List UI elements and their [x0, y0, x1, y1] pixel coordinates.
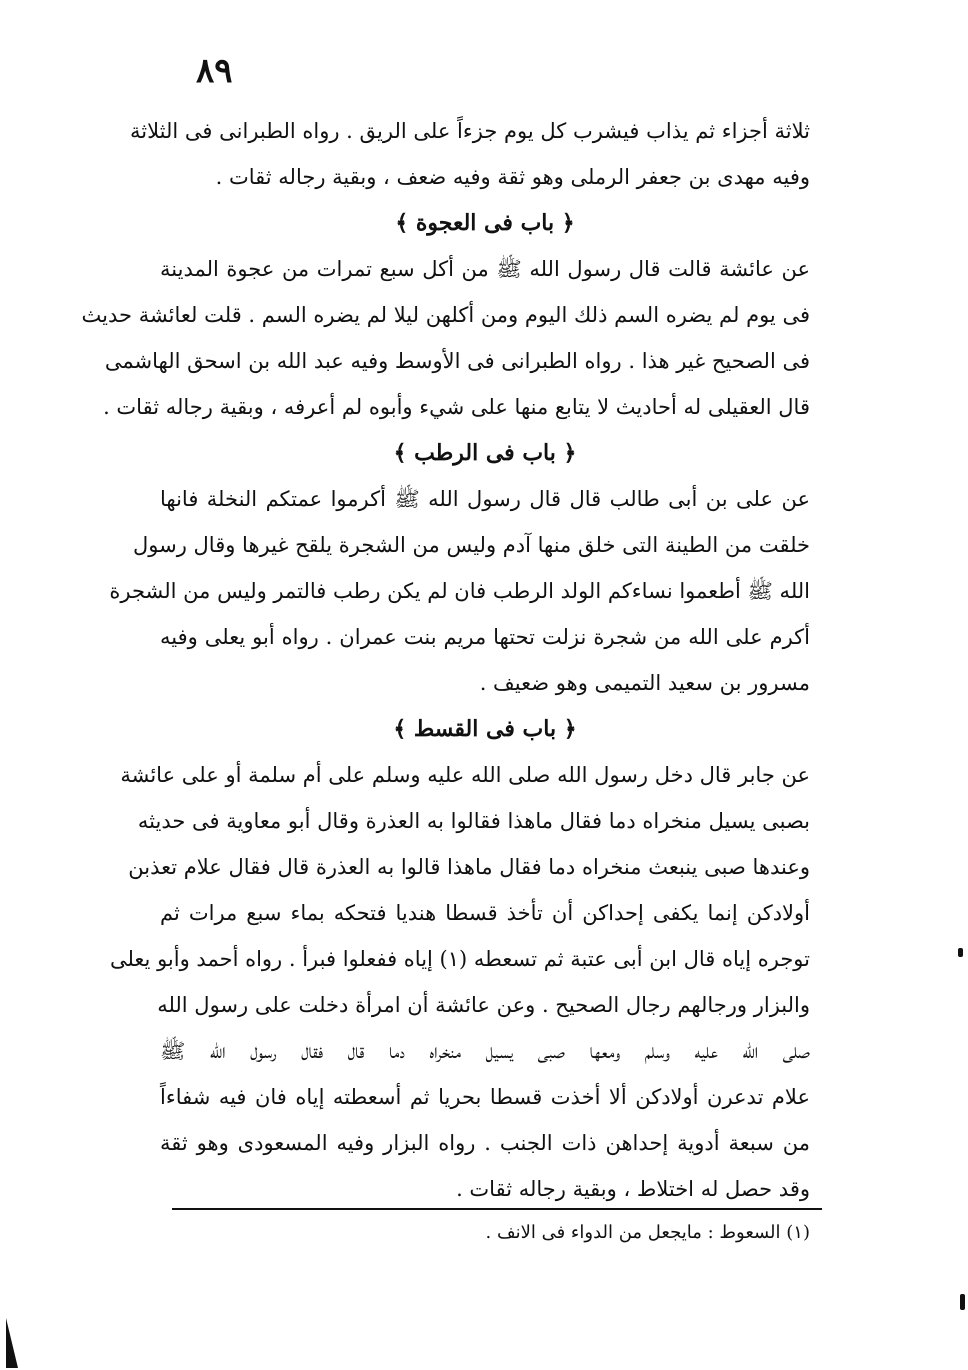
text-line: وفيه مهدى بن جعفر الرملى وهو ثقة وفيه ضعف ، وبقية رجاله ثقات .	[215, 165, 810, 189]
text-line: والبزار ورجالهم رجال الصحيح . وعن عائشة أن امرأة دخلت على رسول الله	[157, 993, 810, 1017]
footnote: (١) السعوط : مايجعل من الدواء فى الانف .	[485, 1222, 810, 1243]
text-line: قال العقيلى له أحاديث لا يتابع منها على شيء وأبوه لم أعرفه ، وبقية رجاله ثقات .	[103, 395, 810, 419]
text-line: وقد حصل له اختلاط ، وبقية رجاله ثقات .	[456, 1177, 810, 1201]
scan-edge-mark	[958, 948, 963, 957]
text-line: علام تدعرن أولادكن ألا أخذت قسطا بحريا ثم أسعطته إياه فان فيه شفاءاً	[160, 1085, 810, 1109]
text-line: وعندها صبى ينبعث منخراه دما فقال ماهذا قالوا به العذرة قال فقال علام تعذبن	[128, 855, 810, 879]
text-line: بصبى يسيل منخراه دما فقال ماهذا فقالوا به العذرة وقال أبو معاوية فى حديثه	[137, 809, 810, 833]
text-line: عن على بن أبى طالب قال قال رسول الله ﷺ أكرموا عمتكم النخلة فانها	[160, 487, 810, 511]
text-line: توجره إياه قال ابن أبى عتبة ثم تسعطه (١) إياه ففعلوا فبرأ . رواه أحمد وأبو يعلى	[109, 947, 810, 971]
text-line: صلى الله عليه وسلم ومعها صبى يسيل منخراه دما قال فقال رسول الله ﷺ	[160, 1039, 810, 1063]
text-line: من سبعة أدوية إحداهن ذات الجنب . رواه البزار وفيه المسعودى وهو ثقة	[160, 1131, 810, 1155]
page-number: ٨٩	[196, 51, 233, 91]
text-line: فى الصحيح غير هذا . رواه الطبرانى فى الأوسط وفيه عبد الله بن اسحق الهاشمى	[104, 349, 810, 373]
text-line: الله ﷺ أطعموا نساءكم الولد الرطب فان لم يكن رطب فالتمر وليس من الشجرة	[109, 579, 810, 603]
text-line: أكرم على الله من شجرة نزلت تحتها مريم بنت عمران . رواه أبو يعلى وفيه	[160, 625, 810, 649]
text-line: مسرور بن سعيد التميمى وهو ضعيف .	[479, 671, 810, 695]
section-heading-ajwa: ﴿ باب فى العجوة ﴾	[395, 210, 575, 236]
footnote-divider	[172, 1208, 822, 1210]
text-line: عن عائشة قالت قال رسول الله ﷺ من أكل سبع تمرات من عجوة المدينة	[160, 257, 810, 281]
section-heading-rutab: ﴿ باب فى الرطب ﴾	[393, 440, 577, 466]
text-line: عن جابر قال دخل رسول الله صلى الله عليه وسلم على أم سلمة أو على عائشة	[120, 763, 810, 787]
text-line: ثلاثة أجزاء ثم يذاب فيشرب كل يوم جزءاً على الريق . رواه الطبرانى فى الثلاثة	[130, 119, 810, 143]
scan-edge-mark	[6, 1318, 18, 1368]
section-heading-qust: ﴿ باب فى القسط ﴾	[393, 716, 577, 742]
text-line: فى يوم لم يضره السم ذلك اليوم ومن أكلهن ليلا لم يضره السم . قلت لعائشة حديث	[81, 303, 810, 327]
text-line: خلقت من الطينة التى خلق منها آدم وليس من الشجرة يلقح غيرها وقال رسول	[133, 533, 810, 557]
body-text	[81, 108, 810, 1212]
text-line: أولادكن إنما يكفى إحداكن أن تأخذ قسطا هنديا فتحكه بماء سبع مرات ثم	[160, 901, 810, 925]
scan-edge-mark	[960, 1294, 965, 1310]
